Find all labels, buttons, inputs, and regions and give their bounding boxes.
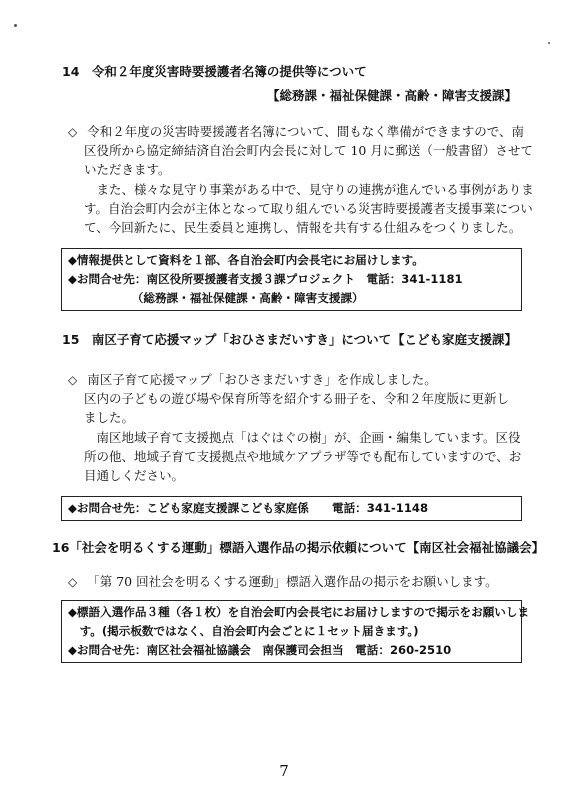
section-16-info-box — [61, 600, 530, 663]
section-15-department: 【こども家庭支援課】 — [391, 332, 517, 347]
diamond-bullet-icon: ◇ — [68, 575, 78, 589]
scan-speck — [14, 24, 17, 27]
diamond-bullet-icon: ◇ — [68, 125, 78, 139]
section-15-title: 15 南区子育て応援マップ「おひさまだいすき」について — [62, 332, 392, 347]
contact-departments: （総務課・福祉保健課・高齢・障害支援課） — [68, 291, 364, 305]
section-15-info-box — [61, 496, 522, 521]
paragraph-line: いただきます。 — [84, 162, 171, 178]
paragraph-line: 目通しください。 — [84, 467, 185, 483]
contact-line: ◆お問合せ先：南区役所要援護者支援３課プロジェクト 電話：341-1181 — [68, 272, 463, 286]
diamond-bullet-icon: ◇ — [68, 373, 78, 387]
paragraph-line: 令和２年度の災害時要援護者名簿について、間もなく準備ができますので、南 — [87, 124, 524, 139]
contact-line: ◆お問合せ先：こども家庭支援課こども家庭係 電話：341-1148 — [68, 501, 429, 515]
paragraph-line: す。自治会町内会が主体となって取り組んでいる災害時要援護者支援事業につい — [84, 200, 533, 216]
scan-speck — [548, 42, 550, 44]
paragraph-line: 「第 70 回社会を明るくする運動」標語入選作品の掲示をお願いします。 — [87, 574, 498, 589]
paragraph-line: 区役所から協定締結済自治会町内会長に対して 10 月に郵送（一般書留）させて — [84, 143, 533, 159]
section-16-heading: 16「社会を明るくする運動」標語入選作品の掲示依頼について【南区社会福祉協議会】 — [52, 540, 545, 555]
paragraph-line: 区内の子どもの遊び場や保育所等を紹介する冊子を、令和２年度版に更新し — [84, 391, 510, 407]
section-15-heading — [62, 330, 517, 348]
info-line: ◆情報提供として資料を１部、各自治会町内会長宅にお届けします。 — [68, 253, 424, 267]
paragraph-line: 南区子育て応援マップ「おひさまだいすき」を作成しました。 — [87, 372, 437, 387]
paragraph-line: 所の他、地域子育て支援拠点や地域ケアプラザ等でも配布していますので、お — [84, 448, 522, 464]
paragraph-line: て、今回新たに、民生委員と連携し、情報を共有する仕組みをつくりました。 — [84, 219, 522, 235]
section-16-body — [68, 572, 523, 591]
paragraph-line: 南区地域子育て支援拠点「はぐはぐの樹」が、企画・編集しています。区役 — [84, 429, 521, 445]
section-14-department: 【総務課・福祉保健課・高齢・障害支援課】 — [266, 88, 517, 103]
section-14-body — [68, 122, 534, 237]
paragraph-line: ました。 — [84, 410, 135, 426]
section-14-info-box — [61, 248, 522, 311]
paragraph-line: また、様々な見守り事業がある中で、見守りの連携が進んでいる事例がありま — [84, 181, 534, 197]
info-line: ◆標語入選作品３種（各１枚）を自治会町内会長宅にお届けしますので掲示をお願いしま — [68, 605, 530, 619]
info-line: す。(掲示板数ではなく、自治会町内会ごとに１セット届きます。) — [68, 624, 419, 638]
page-number: 7 — [279, 762, 289, 780]
contact-line: ◆お問合せ先：南区社会福祉協議会 南保護司会担当 電話：260-2510 — [68, 643, 452, 657]
section-15-body — [68, 370, 523, 485]
section-14-heading: 14 令和２年度災害時要援護者名簿の提供等について — [62, 64, 367, 79]
